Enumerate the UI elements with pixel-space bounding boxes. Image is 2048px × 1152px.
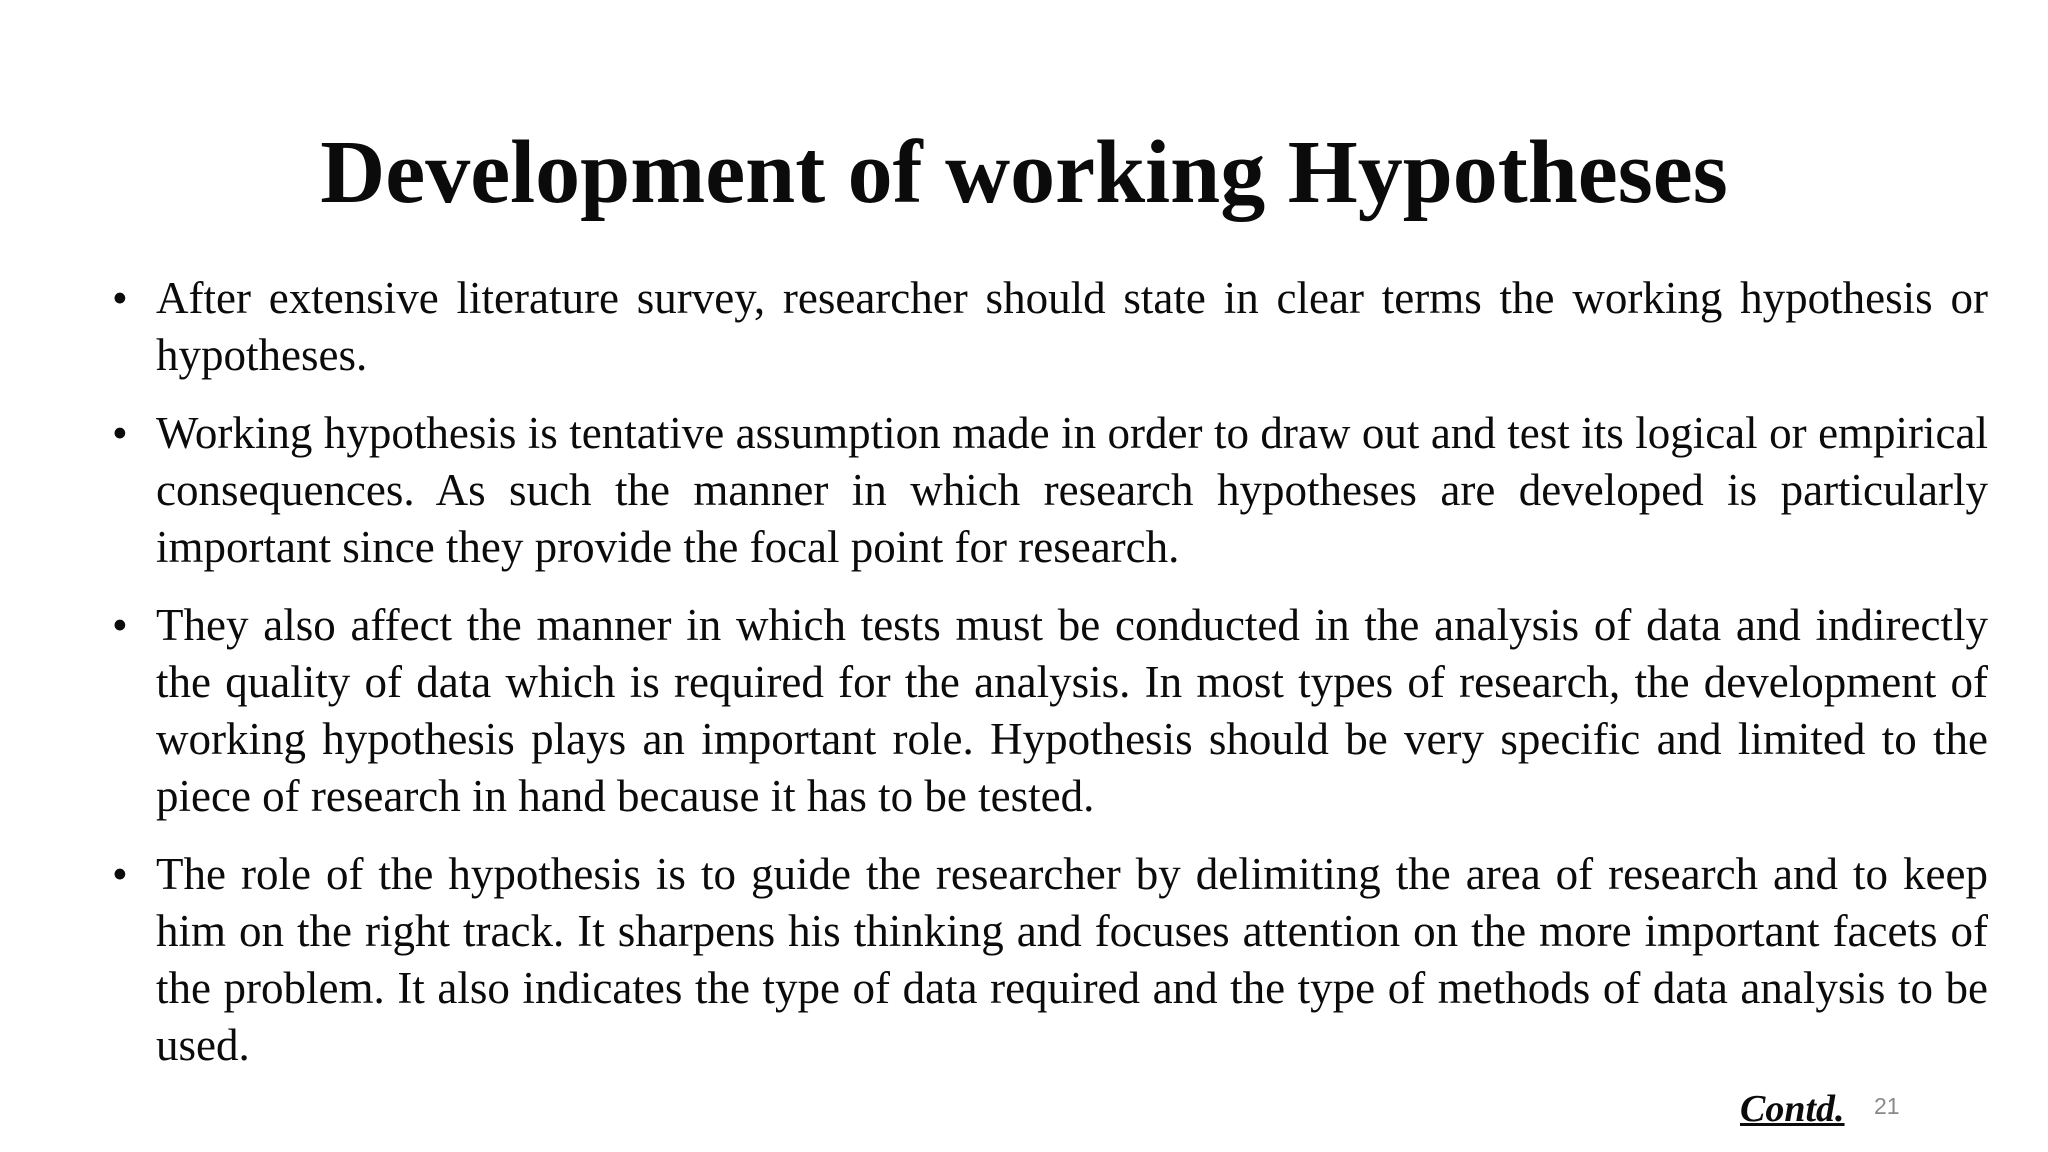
bullet-icon: • xyxy=(112,600,128,650)
bullet-text: After extensive literature survey, researcher should state in clear terms the working hypothesis or hypotheses. xyxy=(156,273,1988,380)
bullet-text: The role of the hypothesis is to guide the researcher by delimiting the area of research and to keep him on the right track. It sharpens his thinking and focuses attention on the more important facets of the problem. It also indicates the type of data required and the type of methods of data analysis to be used. xyxy=(156,849,1988,1070)
bullet-item xyxy=(108,597,1988,825)
bullet-icon: • xyxy=(112,849,128,899)
bullet-item xyxy=(108,405,1988,576)
page-number: 21 xyxy=(1874,1093,1900,1119)
bullet-icon: • xyxy=(112,408,128,458)
bullet-item xyxy=(108,270,1988,384)
bullet-text: They also affect the manner in which tests must be conducted in the analysis of data and indirectly the quality of data which is required for the analysis. In most types of research, the development of working hypothesis plays an important role. Hypothesis should be very specific and limited to the piece of research in hand because it has to be tested. xyxy=(156,600,1988,821)
bullet-icon: • xyxy=(112,273,128,323)
bullet-list xyxy=(108,270,1988,1074)
bullet-item xyxy=(108,846,1988,1074)
slide-title: Development of working Hypotheses xyxy=(320,123,1728,222)
contd-link[interactable]: Contd. xyxy=(1740,1088,1845,1130)
slide-footer xyxy=(1740,1085,2000,1135)
bullet-text: Working hypothesis is tentative assumption made in order to draw out and test its logical or empirical consequences. As such the manner in which research hypotheses are developed is particularly important since they provide the focal point for research. xyxy=(156,408,1988,572)
